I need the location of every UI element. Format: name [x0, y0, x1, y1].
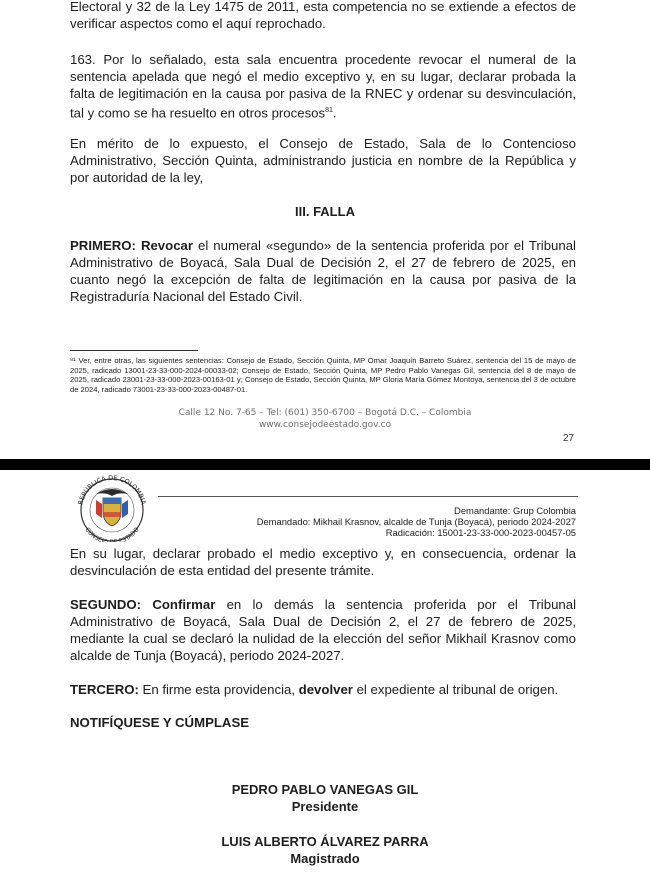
footer-address: Calle 12 No. 7-65 – Tel: (601) 350-6700 – Bogotá D.C. – Colombia [178, 408, 472, 418]
header-divider [158, 496, 578, 497]
segundo-verb: Confirmar [152, 597, 216, 612]
header-demandante: Demandante: Grup Colombia [454, 505, 576, 516]
consejo-de-estado-seal [66, 474, 158, 542]
paragraph-163-text: 163. Por lo señalado, esta sala encuentra procedente revocar el numeral de la sentencia apelada que negó el medio exceptivo y, en su lugar, declarar probada la falta de legitimación en la causa por pasiva de la RNEC y ordenar su desvinculación, tal y como se ha resuelto en otros procesos [70, 52, 576, 121]
svg-text:CONSEJO DE ESTADO: CONSEJO ESTADO [83, 526, 141, 542]
section-heading: III. FALLA [295, 204, 355, 219]
page-separator [0, 459, 650, 470]
signer-2-role: Magistrado [290, 851, 360, 866]
paragraph-en-su-lugar: En su lugar, declarar probado el medio exceptivo y, en consecuencia, ordenar la desvinculación de esta entidad del presente trámite. [70, 546, 576, 578]
footnote-ref[interactable]: 81 [325, 107, 333, 114]
header-radicacion: Radicación: 15001-23-33-000-2023-00457-05 [385, 527, 576, 538]
tercero-text-a: En firme esta providencia, [138, 682, 299, 697]
tercero-label: TERCERO: [70, 682, 139, 697]
tercero-verb: devolver [298, 682, 353, 697]
svg-text:REPÚBLICA DE COLOMBIA: REPÚBLICA DE COLOMBIA [76, 474, 148, 506]
signer-1-role: Presidente [291, 799, 359, 814]
paragraph-tercero [70, 681, 576, 698]
footer-website[interactable]: www.consejodeestado.gov.co [258, 420, 392, 430]
closing-line: NOTIFÍQUESE Y CÚMPLASE [70, 715, 250, 730]
paragraph-segundo [70, 596, 576, 664]
segundo-text: en lo demás la sentencia proferida por el Tribunal Administrativo de Boyacá, Sala Dual de Decisión 2, el 27 de febrero de 2025, mediante la cual se declaró la nulidad de la elección del señor Mikhail Krasnov como alcalde de Tunja (Boyacá), periodo 2024-2027. [70, 597, 576, 663]
paragraph-163-end: . [332, 105, 337, 121]
primero-text: el numeral «segundo» de la sentencia proferida por el Tribunal Administrativo de Boyacá, Sala Dual de Decisión 2, el 27 de febrero de 2025, en cuanto negó la excepción de falta de legitimación en la causa por pasiva de la Registraduría Nacional del Estado Civil. [70, 238, 576, 304]
paragraph-163 [70, 51, 576, 121]
primero-label: PRIMERO: [70, 238, 136, 253]
signer-1-name: PEDRO PABLO VANEGAS GIL [231, 782, 419, 797]
paragraph-continuation: Electoral y 32 de la Ley 1475 de 2011, esta competencia no se extiende a efectos de verificar aspectos como el aquí reprochado. [70, 0, 576, 31]
paragraph-merito: En mérito de lo expuesto, el Consejo de Estado, Sala de lo Contencioso Administrativo, Sección Quinta, administrando justicia en nombre de la República y por autoridad de la ley, [70, 136, 576, 185]
primero-verb: Revocar [140, 238, 194, 253]
paragraph-primero [70, 237, 576, 305]
footnote-divider [70, 350, 198, 351]
page-number: 27 [563, 433, 575, 444]
segundo-label: SEGUNDO: [70, 597, 142, 612]
header-demandado: Demandado: Mikhail Krasnov, alcalde de Tunja (Boyacá), periodo 2024-2027 [256, 516, 576, 527]
footnote-81: ⁸¹ Ver, entre otras, las siguientes sentencias: Consejo de Estado, Sección Quinta, MP Omar Joaquín Barreto Suárez, sentencia del 15 de mayo de 2025, radicado 13001-23-33-000-2024-00033-02; Consejo de Estado, Sección Quinta, MP Pedro Pablo Vanegas Gil, sentencia del 8 de mayo de 2025, radicado 23001-23-33-000-2023-00163-01 y; Consejo de Estado, Sección Quinta, MP Gloria María Gómez Montoya, sentencia del 3 de octubre de 2024, radicado 73001-23-33-000-2023-00487-01. [70, 356, 576, 394]
signer-2-name: LUIS ALBERTO ÁLVAREZ PARRA [221, 834, 429, 849]
tercero-text-b: el expediente al tribunal de origen. [352, 682, 559, 697]
